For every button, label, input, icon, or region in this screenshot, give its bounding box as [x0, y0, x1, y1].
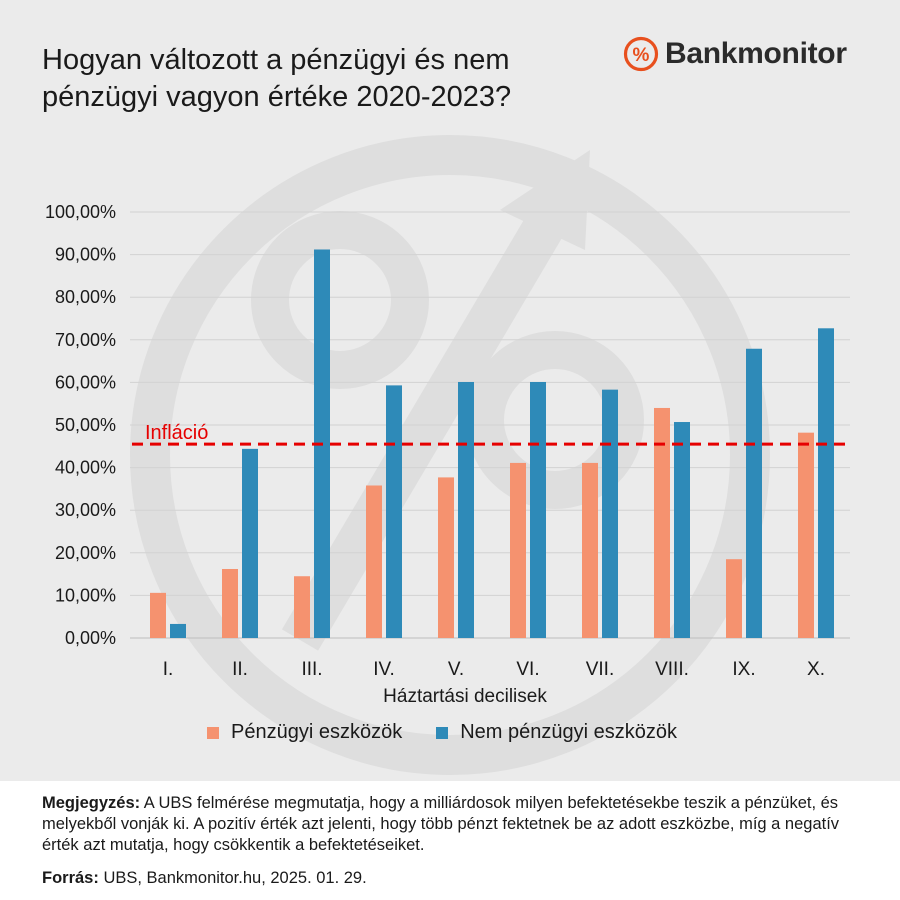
y-tick-label: 0,00% — [64, 628, 116, 648]
bar-nonfinancial — [530, 382, 546, 638]
y-tick-label: 80,00% — [54, 287, 116, 308]
footer — [0, 781, 900, 900]
y-tick-label: 90,00% — [54, 244, 116, 265]
x-tick-label: VII. — [585, 659, 615, 680]
bar-nonfinancial — [818, 328, 834, 638]
bar-nonfinancial — [242, 449, 258, 638]
x-tick-label: II. — [232, 659, 248, 680]
bar-financial — [726, 559, 742, 638]
bar-nonfinancial — [746, 349, 762, 638]
x-tick-label: I. — [162, 659, 174, 680]
x-tick-label: IX. — [732, 659, 756, 680]
chart-legend — [207, 721, 711, 744]
bar-financial — [366, 485, 382, 638]
bar-financial — [798, 433, 814, 638]
source-text: UBS, Bankmonitor.hu, 2025. 01. 29. — [98, 869, 367, 887]
y-axis-ticks — [45, 202, 116, 648]
source-label: Forrás: — [42, 869, 99, 887]
footnote — [42, 793, 872, 856]
x-axis-label: Háztartási decilisek — [383, 686, 547, 707]
x-tick-label: VIII. — [655, 659, 689, 680]
legend-label: Nem pénzügyi eszközök — [460, 721, 677, 743]
y-tick-label: 10,00% — [54, 585, 116, 606]
y-tick-label: 30,00% — [54, 500, 116, 521]
y-tick-label: 50,00% — [54, 415, 116, 435]
note-label: Megjegyzés: — [42, 794, 141, 812]
y-tick-label: 100,00% — [44, 202, 116, 222]
x-tick-label: III. — [301, 659, 323, 680]
title-line-1: Hogyan változott a pénzügyi és nem — [42, 44, 510, 76]
y-tick-label: 20,00% — [54, 542, 116, 563]
logo-symbol: % — [632, 45, 650, 66]
bar-financial — [582, 463, 598, 638]
note-text: A UBS felmérése megmutatja, hogy a milliárdosok milyen befektetésekbe teszik a pénzüket, és melyekből vonják ki. A pozitív érték azt jelenti, hogy több pénzt fektetnek be az adott eszközbe, míg a negatív érték azt mutatja, hogy csökkentik a befektetéseiket. — [42, 794, 840, 854]
bar-nonfinancial — [170, 624, 186, 638]
bar-nonfinancial — [602, 390, 618, 638]
legend-item-nonfinancial — [436, 721, 677, 744]
logo-wordmark: Bankmonitor — [665, 37, 847, 70]
bar-financial — [654, 408, 670, 638]
source-line — [42, 869, 367, 888]
bar-nonfinancial — [674, 422, 690, 638]
bar-financial — [294, 576, 310, 638]
bar-financial — [438, 477, 454, 638]
y-tick-label: 40,00% — [54, 457, 116, 478]
bar-financial — [510, 463, 526, 638]
x-axis-ticks — [163, 659, 825, 680]
title-line-2: pénzügyi vagyon értéke 2020-2023? — [42, 81, 512, 113]
x-tick-label: X. — [807, 659, 825, 680]
y-tick-label: 60,00% — [54, 372, 116, 393]
bar-nonfinancial — [458, 382, 474, 638]
inflation-label: Infláció — [145, 422, 209, 445]
x-tick-label: VI. — [516, 659, 540, 680]
legend-label: Pénzügyi eszközök — [231, 721, 403, 743]
legend-swatch — [207, 727, 219, 739]
y-tick-label: 70,00% — [54, 329, 116, 350]
x-tick-label: IV. — [373, 659, 395, 680]
bar-financial — [150, 593, 166, 638]
x-tick-label: V. — [447, 659, 465, 680]
bar-nonfinancial — [386, 385, 402, 638]
bar-financial — [222, 569, 238, 638]
legend-item-financial — [207, 721, 402, 744]
legend-swatch — [436, 727, 448, 739]
